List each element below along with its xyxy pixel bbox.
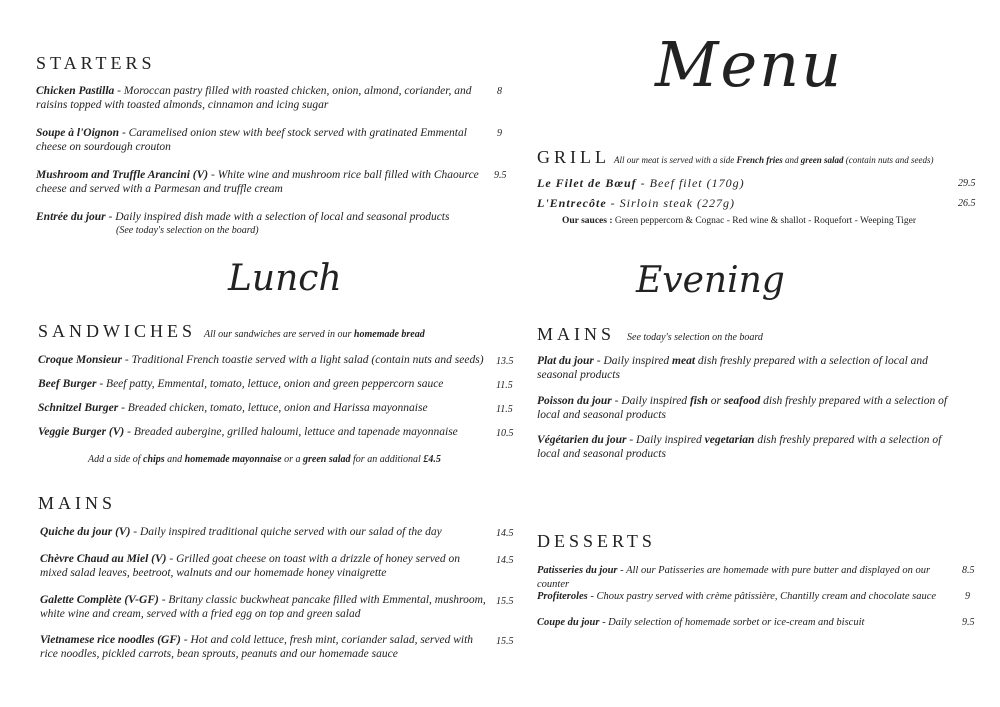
- starter-item: Mushroom and Truffle Arancini (V) - White wine and mushroom rice ball filled with Chaource cheese and served with a Parmesan and truffle cream: [36, 169, 479, 195]
- lunch-main-price: 15.5: [496, 636, 514, 647]
- evening-mains-heading: MAINS See today's selection on the board: [537, 324, 763, 344]
- grill-price: 29.5: [958, 178, 976, 189]
- evening-main-item: Plat du jour - Daily inspired meat dish freshly prepared with a selection of local and seasonal products: [537, 355, 928, 381]
- lunch-mains-heading: MAINS: [38, 493, 117, 513]
- sandwich-price: 11.5: [496, 380, 513, 391]
- sandwich-item: Veggie Burger (V) - Breaded aubergine, grilled haloumi, lettuce and tapenade mayonnaise: [38, 426, 458, 438]
- lunch-main-item: Quiche du jour (V) - Daily inspired traditional quiche served with our salad of the day: [40, 526, 442, 538]
- sandwich-item: Beef Burger - Beef patty, Emmental, tomato, lettuce, onion and green peppercorn sauce: [38, 378, 444, 390]
- lunch-main-item: Vietnamese rice noodles (GF) - Hot and cold lettuce, fresh mint, coriander salad, served with rice noodles, pickled carrots, bean sprouts, peanuts and our homemade sauce: [40, 634, 474, 660]
- evening-main-item: Poisson du jour - Daily inspired fish or seafood dish freshly prepared with a selection of local and seasonal products: [537, 395, 948, 421]
- entree-note: (See today's selection on the board): [116, 225, 259, 236]
- grill-heading: GRILL All our meat is served with a side French fries and green salad (contain nuts and seeds): [537, 147, 934, 167]
- dessert-item: Patisseries du jour - All our Patisseries are homemade with pure butter and displayed on our counter: [537, 565, 931, 590]
- sandwiches-heading: SANDWICHES All our sandwiches are served in our homemade bread: [38, 321, 425, 341]
- side-note: Add a side of chips and homemade mayonnaise or a green salad for an additional £4.5: [88, 454, 441, 465]
- starter-item: Chicken Pastilla - Moroccan pastry filled with roasted chicken, onion, almond, coriander, and raisins topped with toasted almonds, cinnamon and icing sugar: [36, 85, 472, 111]
- desserts-heading: DESSERTS: [537, 531, 656, 551]
- sandwich-item: Schnitzel Burger - Breaded chicken, tomato, lettuce, onion and Harissa mayonnaise: [38, 402, 428, 414]
- grill-item: L'Entrecôte - Sirloin steak (227g): [537, 196, 735, 210]
- starter-item: Soupe à l'Oignon - Caramelised onion stew with beef stock served with gratinated Emmental cheese on sourdough crouton: [36, 127, 467, 153]
- sandwich-price: 13.5: [496, 356, 514, 367]
- dessert-price: 9.5: [962, 617, 975, 628]
- sauces-note: Our sauces : Green peppercorn & Cognac - Red wine & shallot - Roquefort - Weeping Tiger: [562, 216, 917, 226]
- dessert-price: 8.5: [962, 565, 975, 576]
- evening-title: Evening: [636, 260, 785, 301]
- dessert-item: Coupe du jour - Daily selection of homemade sorbet or ice-cream and biscuit: [537, 617, 865, 628]
- starter-item: Entrée du jour - Daily inspired dish made with a selection of local and seasonal products: [36, 211, 450, 223]
- evening-mains-note: See today's selection on the board: [627, 332, 763, 343]
- grill-item: Le Filet de Bœuf - Beef filet (170g): [537, 176, 745, 190]
- starter-price: 9.5: [494, 170, 507, 181]
- lunch-main-price: 14.5: [496, 555, 514, 566]
- sandwich-price: 11.5: [496, 404, 513, 415]
- sandwiches-note: All our sandwiches are served in our homemade bread: [204, 329, 425, 340]
- menu-title: Menu: [655, 28, 844, 101]
- evening-main-item: Végétarien du jour - Daily inspired vegetarian dish freshly prepared with a selection of local and seasonal products: [537, 434, 942, 460]
- dessert-price: 9: [965, 591, 970, 602]
- starters-heading: STARTERS: [36, 53, 156, 73]
- lunch-main-price: 15.5: [496, 596, 514, 607]
- lunch-main-item: Galette Complète (V-GF) - Britany classic buckwheat pancake filled with Emmental, mushroom, white wine and cream, served with a fried egg on top and green salad: [40, 594, 486, 620]
- lunch-main-price: 14.5: [496, 528, 514, 539]
- sandwich-item: Croque Monsieur - Traditional French toastie served with a light salad (contain nuts and seeds): [38, 354, 484, 366]
- sandwich-price: 10.5: [496, 428, 514, 439]
- grill-price: 26.5: [958, 198, 976, 209]
- dessert-item: Profiteroles - Choux pastry served with crème pâtissière, Chantilly cream and chocolate sauce: [537, 591, 937, 602]
- grill-note: All our meat is served with a side French fries and green salad (contain nuts and seeds): [614, 155, 934, 165]
- lunch-main-item: Chèvre Chaud au Miel (V) - Grilled goat cheese on toast with a drizzle of honey served on mixed salad leaves, beetroot, walnuts and our homemade honey vinaigrette: [40, 553, 461, 579]
- starter-price: 8: [497, 86, 502, 97]
- starter-price: 9: [497, 128, 502, 139]
- lunch-title: Lunch: [228, 258, 342, 299]
